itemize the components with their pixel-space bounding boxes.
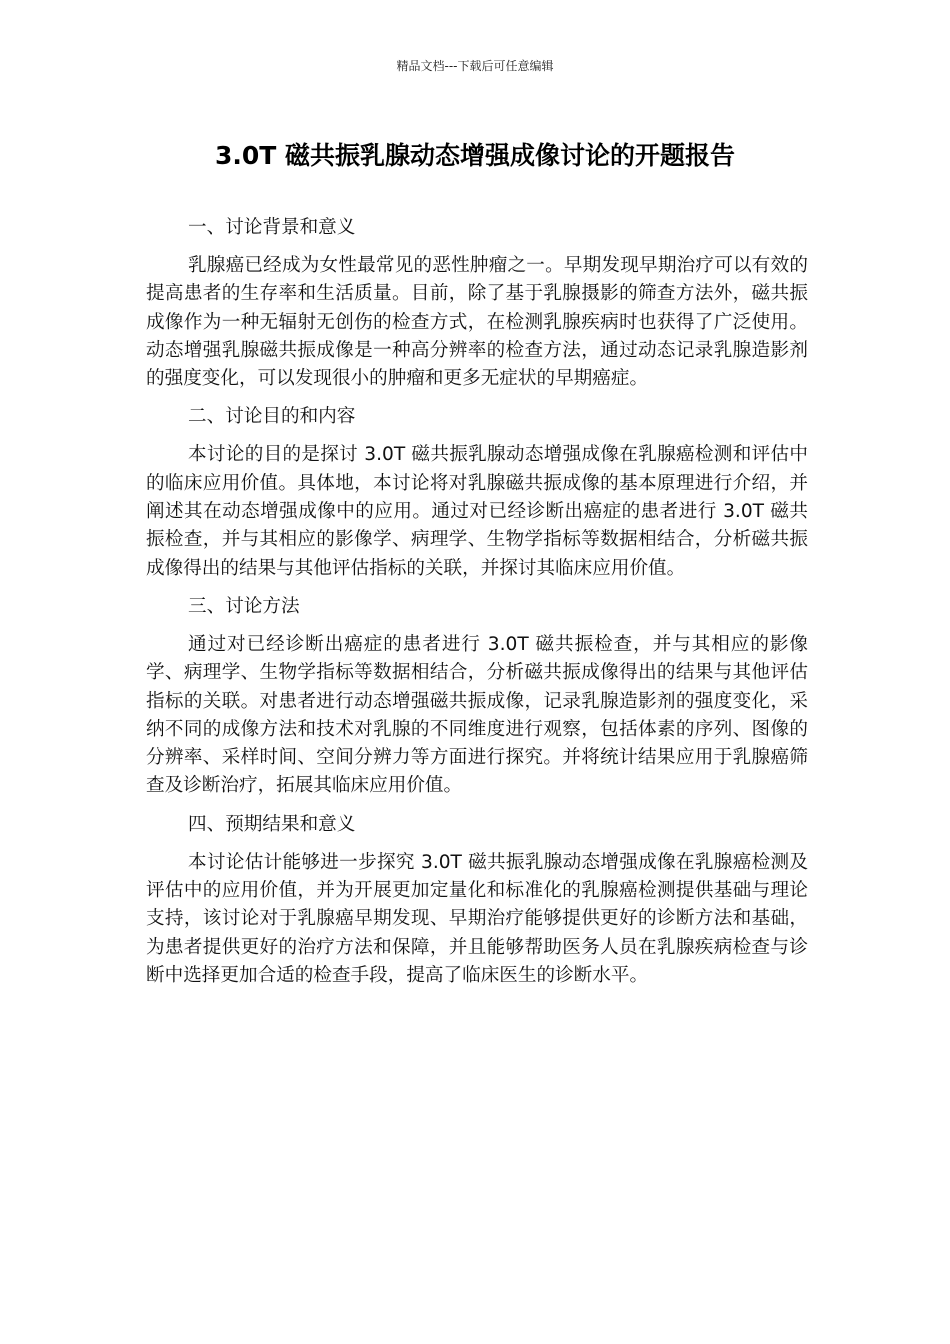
section-heading: 一、讨论背景和意义 xyxy=(188,217,356,238)
section-paragraph: 本讨论的目的是探讨 3.0T 磁共振乳腺动态增强成像在乳腺癌检测和评估中的临床应用价值。具体地，本讨论将对乳腺磁共振成像的基本原理进行介绍，并阐述其在动态增强成像中的应用。通过对已经诊断出癌症的患者进行 3.0T 磁共振检查，并与其相应的影像学、病理学、生物学指标等数据相结合，分析磁共振成像得出的结果与其他评估指标的关联，并探讨其临床应用价值。 xyxy=(146,444,808,579)
document-title: 3.0T 磁共振乳腺动态增强成像讨论的开题报告 xyxy=(214,141,736,170)
section-paragraph: 本讨论估计能够进一步探究 3.0T 磁共振乳腺动态增强成像在乳腺癌检测及评估中的应用价值，并为开展更加定量化和标准化的乳腺癌检测提供基础与理论支持，该讨论对于乳腺癌早期发现、早期治疗能够提供更好的诊断方法和基础，为患者提供更好的治疗方法和保障，并且能够帮助医务人员在乳腺疾病检查与诊断中选择更加合适的检查手段，提高了临床医生的诊断水平。 xyxy=(146,851,808,986)
page-header-watermark: 精品文档---下载后可任意编辑 xyxy=(396,59,554,73)
section-heading: 二、讨论目的和内容 xyxy=(188,406,356,428)
section-background xyxy=(146,214,808,393)
section-heading: 四、预期结果和意义 xyxy=(188,813,356,835)
section-paragraph: 通过对已经诊断出癌症的患者进行 3.0T 磁共振检查，并与其相应的影像学、病理学、生物学指标等数据相结合，分析磁共振成像得出的结果与其他评估指标的关联。对患者进行动态增强磁共振成像，记录乳腺造影剂的强度变化，采纳不同的成像方法和技术对乳腺的不同维度进行观察，包括体素的序列、图像的分辨率、采样时间、空间分辨力等方面进行探究。并将统计结果应用于乳腺癌筛查及诊断治疗，拓展其临床应用价值。 xyxy=(146,633,808,797)
document-body xyxy=(146,214,808,1000)
section-expected-results xyxy=(146,811,808,990)
section-paragraph: 乳腺癌已经成为女性最常见的恶性肿瘤之一。早期发现早期治疗可以有效的提高患者的生存率和生活质量。目前，除了基于乳腺摄影的筛查方法外，磁共振成像作为一种无辐射无创伤的检查方式，在检测乳腺疾病时也获得了广泛使用。动态增强乳腺磁共振成像是一种高分辨率的检查方法，通过动态记录乳腺造影剂的强度变化，可以发现很小的肿瘤和更多无症状的早期癌症。 xyxy=(146,255,808,390)
section-purpose xyxy=(146,403,808,582)
section-method xyxy=(146,593,808,801)
section-heading: 三、讨论方法 xyxy=(188,595,300,617)
